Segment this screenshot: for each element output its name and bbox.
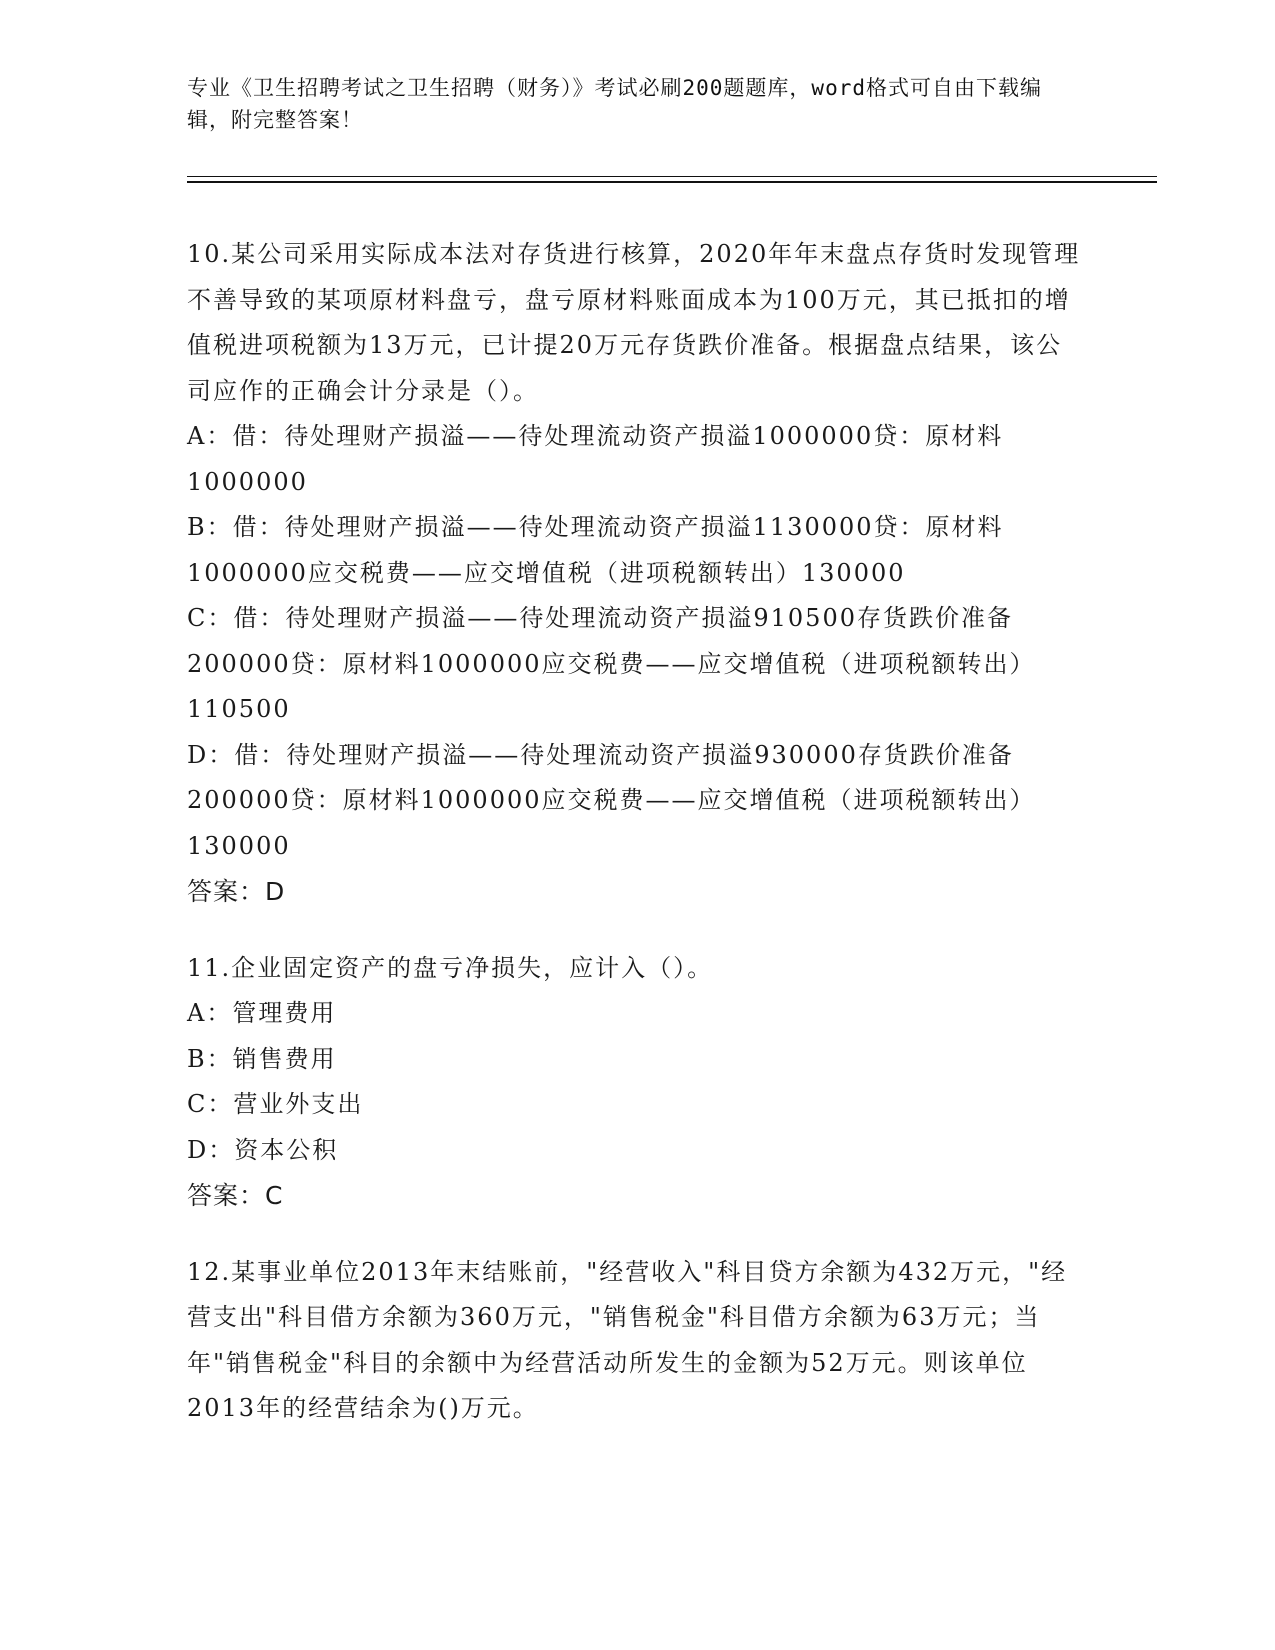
option-b: B：销售费用 bbox=[187, 1044, 337, 1073]
header-divider-thin bbox=[187, 176, 1157, 177]
question-stem: 12.某事业单位2013年末结账前，"经营收入"科目贷方余额为432万元，"经营支出"科目借方余额为360万元，"销售税金"科目借方余额为63万元；当年"销售税金"科目的余额中为经营活动所发生的金额为52万元。则该单位2013年的经营结余为()万元。 bbox=[187, 1257, 1068, 1422]
option-b: B：借：待处理财产损溢——待处理流动资产损溢1130000贷：原材料1000000应交税费——应交增值税（进项税额转出）130000 bbox=[187, 513, 1004, 587]
option-a: A：管理费用 bbox=[187, 999, 337, 1027]
question-11 bbox=[187, 946, 1087, 1219]
option-c: C：营业外支出 bbox=[187, 1090, 364, 1118]
option-d: D：借：待处理财产损溢——待处理流动资产损溢930000存货跌价准备200000贷：原材料1000000应交税费——应交增值税（进项税额转出）130000 bbox=[187, 740, 1036, 860]
question-12 bbox=[187, 1250, 1087, 1432]
question-stem: 10.某公司采用实际成本法对存货进行核算，2020年年末盘点存货时发现管理不善导致的某项原材料盘亏，盘亏原材料账面成本为100万元，其已抵扣的增值税进项税额为13万元，已计提20万元存货跌价准备。根据盘点结果，该公司应作的正确会计分录是（）。 bbox=[187, 240, 1081, 405]
answer: 答案：D bbox=[187, 877, 286, 906]
option-c: C：借：待处理财产损溢——待处理流动资产损溢910500存货跌价准备200000贷：原材料1000000应交税费——应交增值税（进项税额转出）110500 bbox=[187, 604, 1036, 723]
option-d: D：资本公积 bbox=[187, 1135, 339, 1164]
document-header: 专业《卫生招聘考试之卫生招聘（财务）》考试必刷200题题库，word格式可自由下载编辑，附完整答案！ bbox=[187, 76, 1042, 132]
question-list bbox=[187, 232, 1087, 1463]
option-a: A：借：待处理财产损溢——待处理流动资产损溢1000000贷：原材料1000000 bbox=[187, 422, 1004, 496]
answer: 答案：C bbox=[187, 1181, 284, 1210]
question-stem: 11.企业固定资产的盘亏净损失，应计入（）。 bbox=[187, 953, 714, 982]
header-divider-thick bbox=[187, 181, 1157, 183]
question-10 bbox=[187, 232, 1087, 915]
